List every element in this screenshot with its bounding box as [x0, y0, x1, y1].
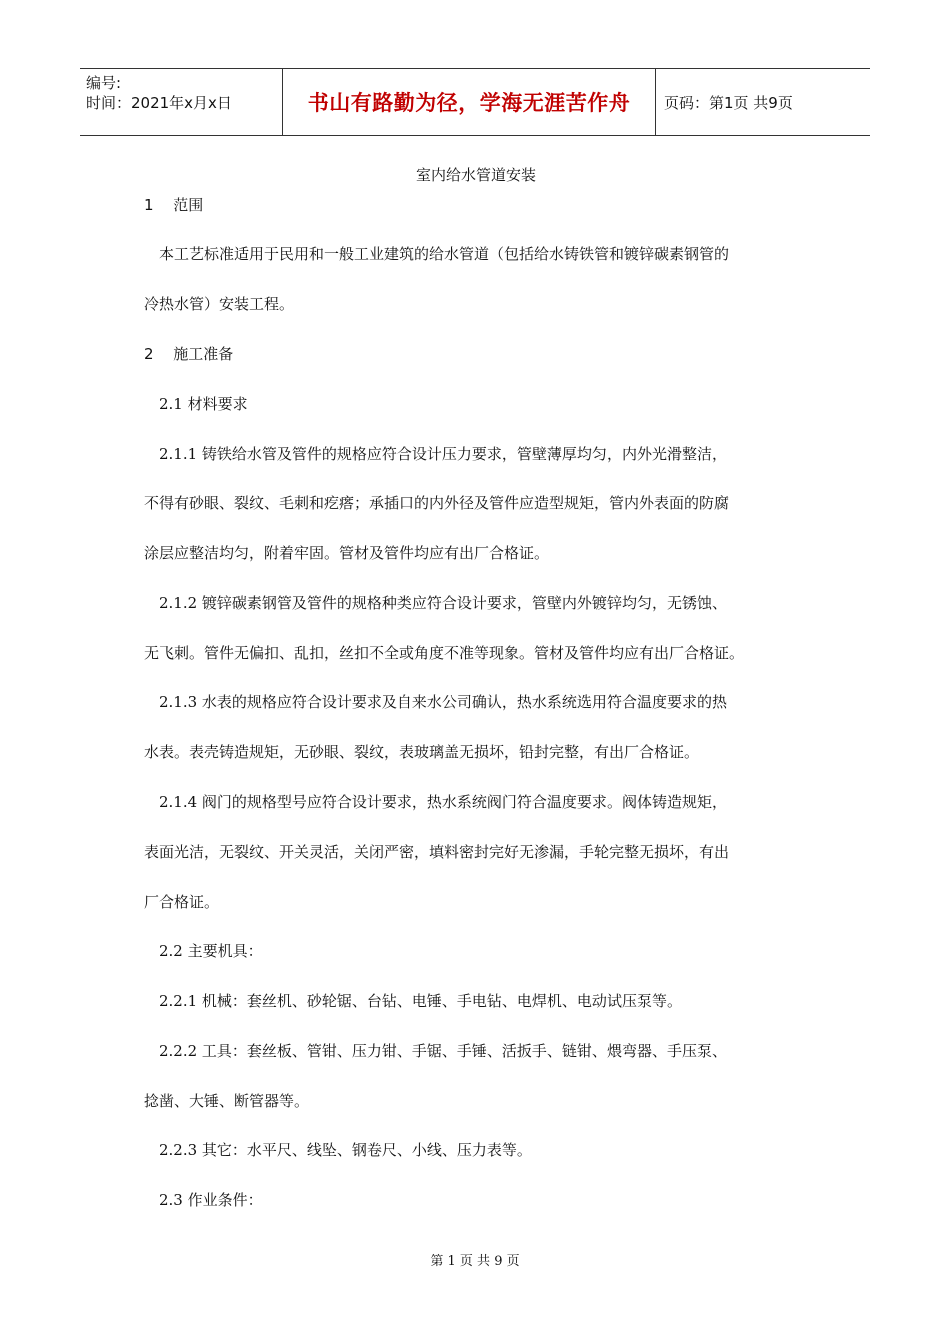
subsection-heading: 2.2 主要机具： [144, 942, 263, 960]
footer-page-number: 第 1 页 共 9 页 [430, 1254, 520, 1269]
paragraph-line: 表面光洁，无裂纹、开关灵活，关闭严密，填料密封完好无渗漏，手轮完整无损坏，有出 [144, 843, 730, 861]
header-page-info: 页码：第1页 共9页 [664, 93, 793, 112]
paragraph-line: 不得有砂眼、裂纹、毛刺和疙瘩；承插口的内外径及管件应造型规矩，管内外表面的防腐 [144, 494, 730, 512]
header-motto-cell [282, 69, 656, 135]
header-motto: 书山有路勤为径，学海无涯苦作舟 [307, 91, 631, 115]
subsection-heading: 2.3 作业条件： [144, 1191, 263, 1209]
paragraph-line: 2.2.2 工具：套丝板、管钳、压力钳、手锯、手锤、活扳手、链钳、煨弯器、手压泵、 [144, 1042, 727, 1060]
paragraph-line: 冷热水管）安装工程。 [144, 295, 295, 313]
header-page-info-cell [656, 69, 870, 135]
document-date: 时间：2021年x月x日 [86, 94, 232, 112]
page-footer [0, 1250, 950, 1269]
paragraph-line: 本工艺标准适用于民用和一般工业建筑的给水管道（包括给水铸铁管和镀锌碳素钢管的 [144, 245, 730, 263]
document-number-label: 编号: [86, 74, 122, 92]
header-meta [80, 69, 282, 135]
paragraph-line: 2.1.3 水表的规格应符合设计要求及自来水公司确认，热水系统选用符合温度要求的热 [144, 693, 727, 711]
paragraph-line: 2.2.1 机械：套丝机、砂轮锯、台钻、电锤、手电钻、电焊机、电动试压泵等。 [144, 992, 682, 1010]
section-heading: 2 施工准备 [144, 345, 234, 363]
document-title: 室内给水管道安装 [415, 166, 536, 184]
paragraph-line: 2.1.1 铸铁给水管及管件的规格应符合设计压力要求，管壁薄厚均匀，内外光滑整洁， [144, 445, 727, 463]
paragraph-line: 2.2.3 其它：水平尺、线坠、钢卷尺、小线、压力表等。 [144, 1141, 532, 1159]
paragraph-line: 2.1.2 镀锌碳素钢管及管件的规格种类应符合设计要求，管壁内外镀锌均匀，无锈蚀、 [144, 594, 727, 612]
page-header [80, 68, 870, 136]
subsection-heading: 2.1 材料要求 [144, 395, 248, 413]
paragraph-line: 捻凿、大锤、断管器等。 [144, 1092, 310, 1110]
paragraph-line: 厂合格证。 [144, 893, 220, 911]
paragraph-line: 涂层应整洁均匀，附着牢固。管材及管件均应有出厂合格证。 [144, 544, 550, 562]
paragraph-line: 无飞刺。管件无偏扣、乱扣，丝扣不全或角度不准等现象。管材及管件均应有出厂合格证。 [144, 644, 745, 662]
paragraph-line: 水表。表壳铸造规矩，无砂眼、裂纹，表玻璃盖无损坏，铅封完整，有出厂合格证。 [144, 743, 700, 761]
section-heading: 1 范围 [144, 196, 204, 214]
paragraph-line: 2.1.4 阀门的规格型号应符合设计要求，热水系统阀门符合温度要求。阀体铸造规矩， [144, 793, 727, 811]
